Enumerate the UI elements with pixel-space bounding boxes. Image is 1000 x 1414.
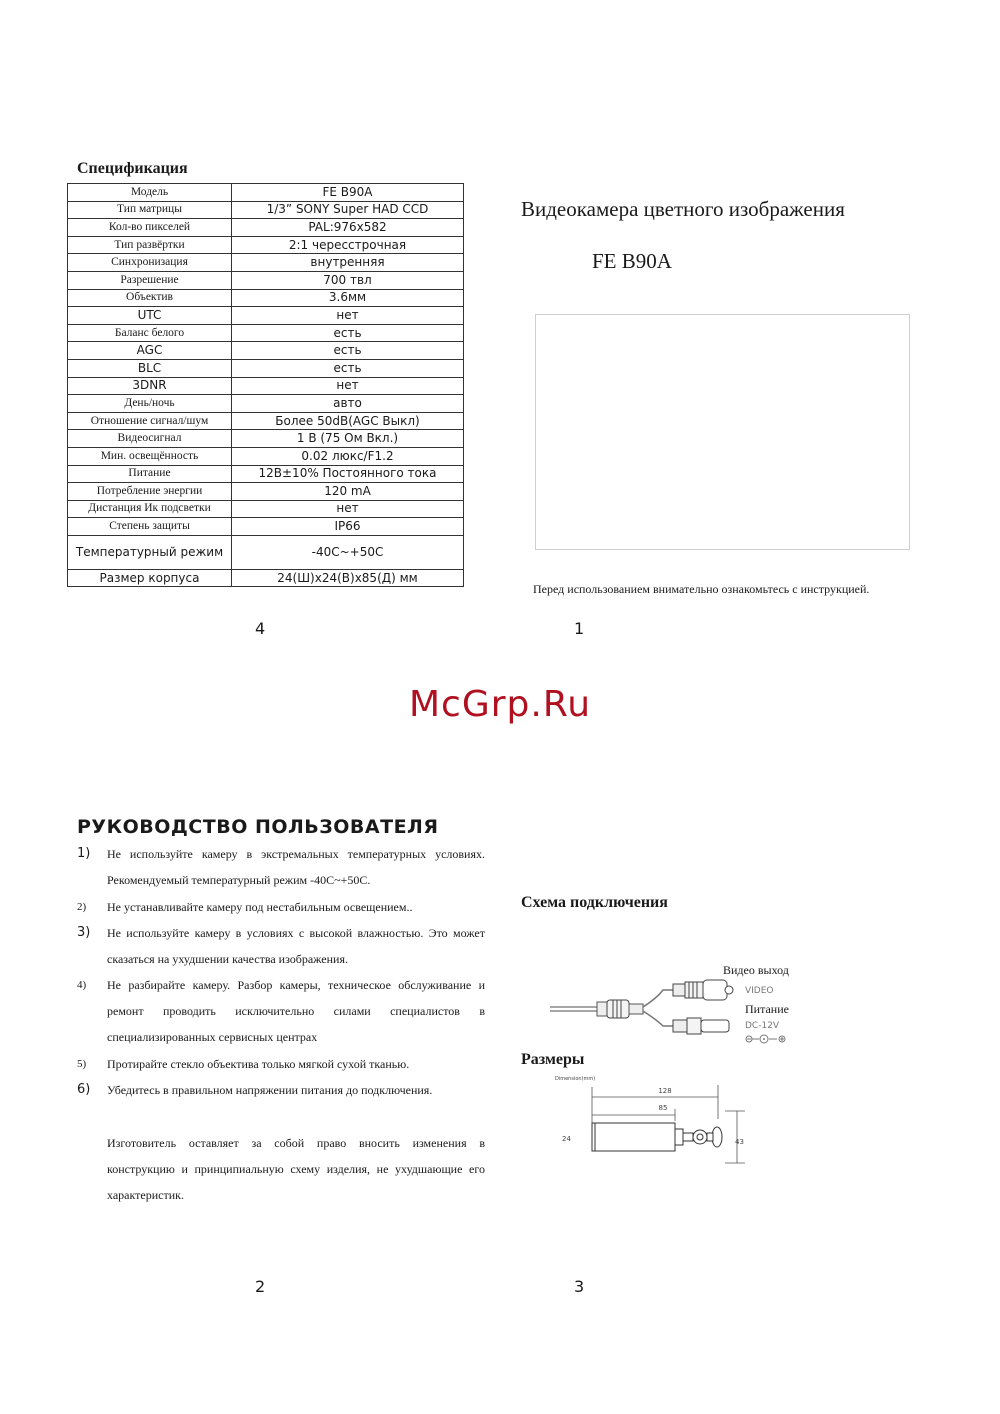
spec-label: День/ночь bbox=[68, 395, 232, 413]
cable-boot bbox=[597, 1000, 643, 1018]
split-cables bbox=[643, 990, 673, 1026]
spec-value: внутренняя bbox=[232, 254, 464, 272]
spec-row bbox=[68, 500, 464, 518]
spec-value: 2:1 чересстрочная bbox=[232, 236, 464, 254]
manual-item-number: 4) bbox=[77, 979, 87, 991]
spec-label: Температурный режим bbox=[68, 535, 232, 569]
dimensions-title: Размеры bbox=[521, 1051, 585, 1068]
spec-label: Питание bbox=[68, 465, 232, 483]
spec-value: -40C~+50C bbox=[232, 535, 464, 569]
page-number-3: 3 bbox=[574, 1277, 585, 1296]
spec-label: Размер корпуса bbox=[68, 569, 232, 587]
spec-row bbox=[68, 271, 464, 289]
spec-label: Синхронизация bbox=[68, 254, 232, 272]
manual-item-text: Убедитесь в правильном напряжении питания до подключения. bbox=[107, 1083, 433, 1097]
spec-value: нет bbox=[232, 500, 464, 518]
page-number-4: 4 bbox=[255, 619, 266, 638]
spec-row bbox=[68, 569, 464, 587]
connection-title: Схема подключения bbox=[521, 894, 668, 911]
spec-row bbox=[68, 324, 464, 342]
spec-label: 3DNR bbox=[68, 377, 232, 395]
watermark: McGrp.Ru bbox=[408, 684, 592, 725]
page-number-2: 2 bbox=[255, 1277, 266, 1296]
manual-item-number: 3) bbox=[77, 925, 91, 940]
spec-row bbox=[68, 359, 464, 377]
spec-value: IP66 bbox=[232, 518, 464, 536]
cover-model: FE B90A bbox=[592, 249, 672, 273]
spec-value: 0.02 люкс/F1.2 bbox=[232, 447, 464, 465]
spec-label: Отношение сигнал/шум bbox=[68, 412, 232, 430]
spec-row bbox=[68, 447, 464, 465]
dimension-height: 43 bbox=[735, 1138, 744, 1146]
spec-label: Мин. освещённость bbox=[68, 447, 232, 465]
spec-value: нет bbox=[232, 377, 464, 395]
spec-value: 1/3” SONY Super HAD CCD bbox=[232, 201, 464, 219]
spec-label: UTC bbox=[68, 307, 232, 325]
spec-value: есть bbox=[232, 324, 464, 342]
spec-row bbox=[68, 430, 464, 448]
power-label: Питание bbox=[745, 1002, 789, 1016]
main-cable bbox=[550, 1007, 597, 1011]
manual-item-text: Не разбирайте камеру. Разбор камеры, техническое обслуживание и ремонт проводить исключительно силами специалистов в специализированных сервисных центрах bbox=[107, 978, 485, 1044]
camera-outline bbox=[592, 1123, 722, 1151]
bnc-video-connector bbox=[673, 980, 733, 1000]
manual-item-text: Не устанавливайте камеру под нестабильным освещением.. bbox=[107, 900, 413, 914]
spec-label: Разрешение bbox=[68, 271, 232, 289]
manual-item bbox=[77, 972, 485, 1050]
spec-label: Видеосигнал bbox=[68, 430, 232, 448]
spec-row bbox=[68, 465, 464, 483]
video-output-label: Видео выход bbox=[723, 963, 789, 977]
spec-row bbox=[68, 254, 464, 272]
spec-row bbox=[68, 377, 464, 395]
spec-value: авто bbox=[232, 395, 464, 413]
manual-item-number: 5) bbox=[77, 1058, 87, 1070]
manual-item bbox=[77, 920, 485, 972]
manual-item-text: Не используйте камеру в экстремальных температурных условиях. Рекомендуемый температурный режим -40С~+50С. bbox=[107, 847, 485, 887]
polarity-icon bbox=[746, 1035, 785, 1043]
manual-item bbox=[77, 841, 485, 893]
spec-row bbox=[68, 307, 464, 325]
cover-note: Перед использованием внимательно ознакомьтесь с инструкцией. bbox=[533, 582, 870, 596]
dimension-caption: Dimension(mm) bbox=[555, 1076, 596, 1082]
spec-row bbox=[68, 412, 464, 430]
manual-item-number: 6) bbox=[77, 1082, 91, 1097]
spec-value: 12В±10% Постоянного тока bbox=[232, 465, 464, 483]
video-tag: VIDEO bbox=[745, 986, 774, 996]
spec-row bbox=[68, 201, 464, 219]
spec-label: Объектив bbox=[68, 289, 232, 307]
spec-value: 700 твл bbox=[232, 271, 464, 289]
spec-row bbox=[68, 219, 464, 237]
cover-photo-frame bbox=[535, 314, 910, 550]
spec-row bbox=[68, 236, 464, 254]
spec-row bbox=[68, 483, 464, 501]
spec-row bbox=[68, 535, 464, 569]
manual-item bbox=[77, 1077, 485, 1103]
spec-label: Баланс белого bbox=[68, 324, 232, 342]
dimension-body-length: 85 bbox=[658, 1104, 668, 1112]
manual-item-number: 1) bbox=[77, 846, 91, 861]
dimension-body-diameter: 24 bbox=[562, 1135, 571, 1143]
power-tag: DC-12V bbox=[745, 1021, 780, 1031]
cover-title: Видеокамера цветного изображения bbox=[521, 197, 845, 221]
spec-row bbox=[68, 342, 464, 360]
spec-value: 120 mA bbox=[232, 483, 464, 501]
spec-value: FE B90A bbox=[232, 184, 464, 202]
manual-item bbox=[77, 894, 485, 920]
spec-value: нет bbox=[232, 307, 464, 325]
spec-label: AGC bbox=[68, 342, 232, 360]
manual-item-text: Не используйте камеру в условиях с высокой влажностью. Это может сказаться на ухудшении качества изображения. bbox=[107, 926, 485, 966]
manual-note: Изготовитель оставляет за собой право вносить изменения в конструкцию и принципиальную схему изделия, не ухудшающие его характеристик. bbox=[107, 1136, 485, 1202]
manual-item-number: 2) bbox=[77, 901, 87, 913]
spec-label: Потребление энергии bbox=[68, 483, 232, 501]
spec-label: Степень защиты bbox=[68, 518, 232, 536]
spec-row bbox=[68, 289, 464, 307]
spec-row bbox=[68, 395, 464, 413]
spec-value: есть bbox=[232, 359, 464, 377]
dimensions-drawing bbox=[555, 1073, 755, 1167]
manual-item-text: Протирайте стекло объектива только мягкой сухой тканью. bbox=[107, 1057, 410, 1071]
spec-label: Дистанция Ик подсветки bbox=[68, 500, 232, 518]
page-number-1: 1 bbox=[574, 619, 585, 638]
spec-value: 24(Ш)x24(В)x85(Д) мм bbox=[232, 569, 464, 587]
spec-label: Тип матрицы bbox=[68, 201, 232, 219]
spec-row bbox=[68, 518, 464, 536]
spec-label: BLC bbox=[68, 359, 232, 377]
spec-title: Спецификация bbox=[77, 160, 188, 177]
spec-table bbox=[67, 183, 464, 587]
manual-item bbox=[77, 1051, 485, 1077]
spec-value: есть bbox=[232, 342, 464, 360]
spec-label: Тип развёртки bbox=[68, 236, 232, 254]
spec-value: Более 50dB(AGC Выкл) bbox=[232, 412, 464, 430]
spec-label: Модель bbox=[68, 184, 232, 202]
manual-title: РУКОВОДСТВО ПОЛЬЗОВАТЕЛЯ bbox=[77, 816, 439, 838]
dc-power-connector bbox=[673, 1018, 729, 1034]
spec-value: PAL:976x582 bbox=[232, 219, 464, 237]
spec-label: Кол-во пикселей bbox=[68, 219, 232, 237]
spec-row bbox=[68, 184, 464, 202]
wiring-diagram bbox=[545, 958, 805, 1050]
spec-value: 3.6мм bbox=[232, 289, 464, 307]
spec-value: 1 В (75 Ом Вкл.) bbox=[232, 430, 464, 448]
dimension-total-length: 128 bbox=[658, 1087, 672, 1095]
